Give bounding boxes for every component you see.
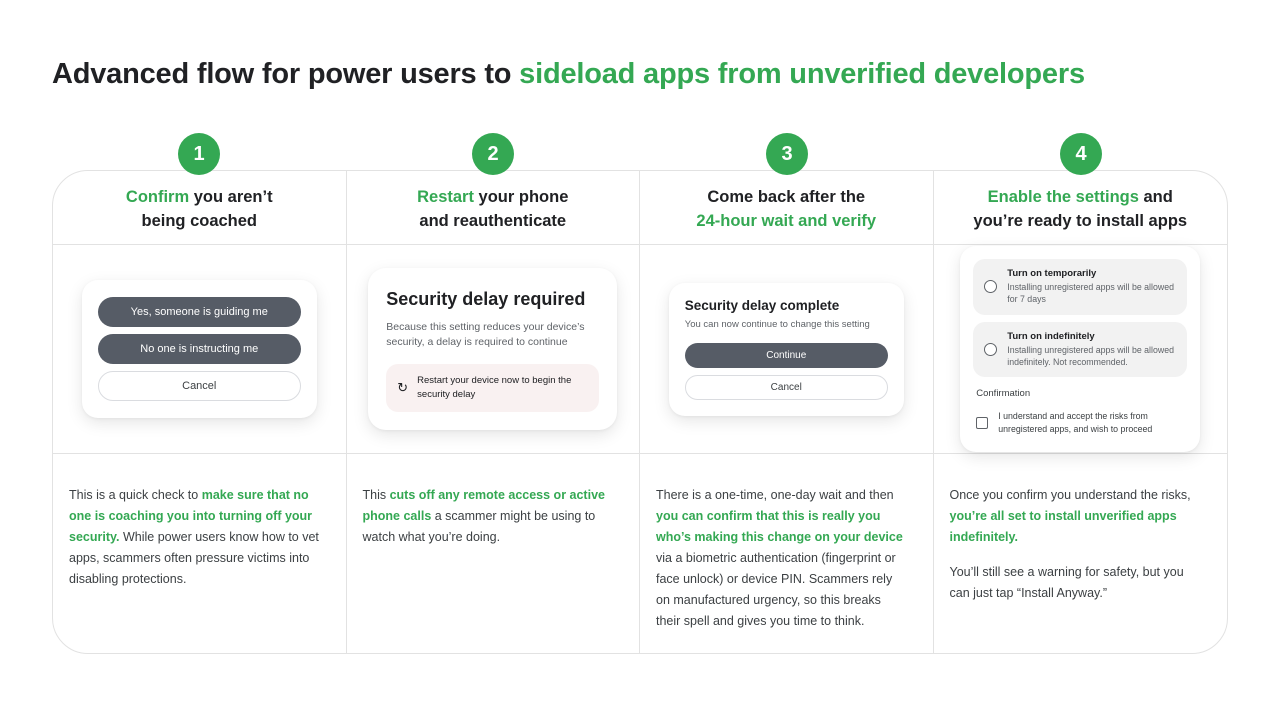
confirmation-label: Confirmation [976,388,1031,400]
step-4-heading: Enable the settings and you’re ready to install apps [934,171,1228,245]
checkbox-label: I understand and accept the risks from unregistered apps, and wish to proceed [998,411,1153,434]
restart-icon: ↻ [397,380,409,396]
step-1-heading: Confirm you aren’t being coached [53,171,347,245]
option-text [1007,268,1176,306]
turn-on-temporarily-option[interactable] [973,259,1187,315]
option-title: Turn on indefinitely [1007,330,1095,342]
restart-notice [386,364,599,412]
dialog-body: You can now continue to change this setting [684,318,870,330]
option-title: Turn on temporarily [1007,268,1097,280]
step-number-row [52,133,1228,175]
step-1-screenshot-cell [53,245,347,454]
enable-settings-panel [960,246,1200,452]
radio-icon[interactable] [984,280,997,293]
step-3-number-badge: 3 [766,133,808,175]
dialog-title: Security delay complete [684,297,840,313]
cancel-button[interactable]: Cancel [98,371,301,401]
step-2-screenshot-cell [347,245,641,454]
coach-check-dialog [82,280,317,418]
page-title: Advanced flow for power users to sideload apps from unverified developers [52,58,1085,90]
checkbox-icon[interactable] [976,417,988,429]
option-text [1007,331,1176,369]
step-3-heading: Come back after the 24-hour wait and verify [640,171,934,245]
dialog-title: Security delay required [386,289,586,310]
flow-diagram [52,133,1228,654]
yes-someone-guiding-button[interactable]: Yes, someone is guiding me [98,297,301,327]
step-4-number-badge: 4 [1060,133,1102,175]
flow-table [52,170,1228,654]
turn-on-indefinitely-option[interactable] [973,322,1187,378]
step-1-number-badge: 1 [178,133,220,175]
step-1-description: This is a quick check to make sure that no one is coaching you into turning off your security. While power users know how to vet apps, scammers often pressure victims into disabling protections. [53,454,347,653]
option-description: Installing unregistered apps will be allowed indefinitely. Not recommended. [1007,344,1175,367]
step-2-heading: Restart your phone and reauthenticate [347,171,641,245]
continue-button[interactable]: Continue [685,343,888,368]
dialog-body: Because this setting reduces your device’s security, a delay is required to continue [386,320,585,349]
delay-complete-dialog [669,283,904,416]
no-one-instructing-button[interactable]: No one is instructing me [98,334,301,364]
risk-acknowledgement-row[interactable] [973,410,1187,437]
security-delay-dialog [368,268,617,430]
restart-notice-text: Restart your device now to begin the security delay [417,375,572,400]
option-description: Installing unregistered apps will be allowed for 7 days [1007,282,1175,305]
step-4-screenshot-cell [934,245,1228,454]
step-4-description: Once you confirm you understand the risks, you’re all set to install unverified apps indefinitely. You’ll still see a warning for safety, but you can just tap “Install Anyway.” [949,488,1191,600]
step-3-screenshot-cell [640,245,934,454]
step-3-description: There is a one-time, one-day wait and then you can confirm that this is really you who’s making this change on your device via a biometric authentication (fingerprint or face unlock) or device PIN. Scammers rely on manufactured urgency, so this breaks their spell and gives you time to think. [640,454,934,653]
cancel-button[interactable]: Cancel [685,375,888,400]
step-2-description: This cuts off any remote access or active phone calls a scammer might be using to watch what you’re doing. [347,454,641,653]
radio-icon[interactable] [984,343,997,356]
step-2-number-badge: 2 [472,133,514,175]
